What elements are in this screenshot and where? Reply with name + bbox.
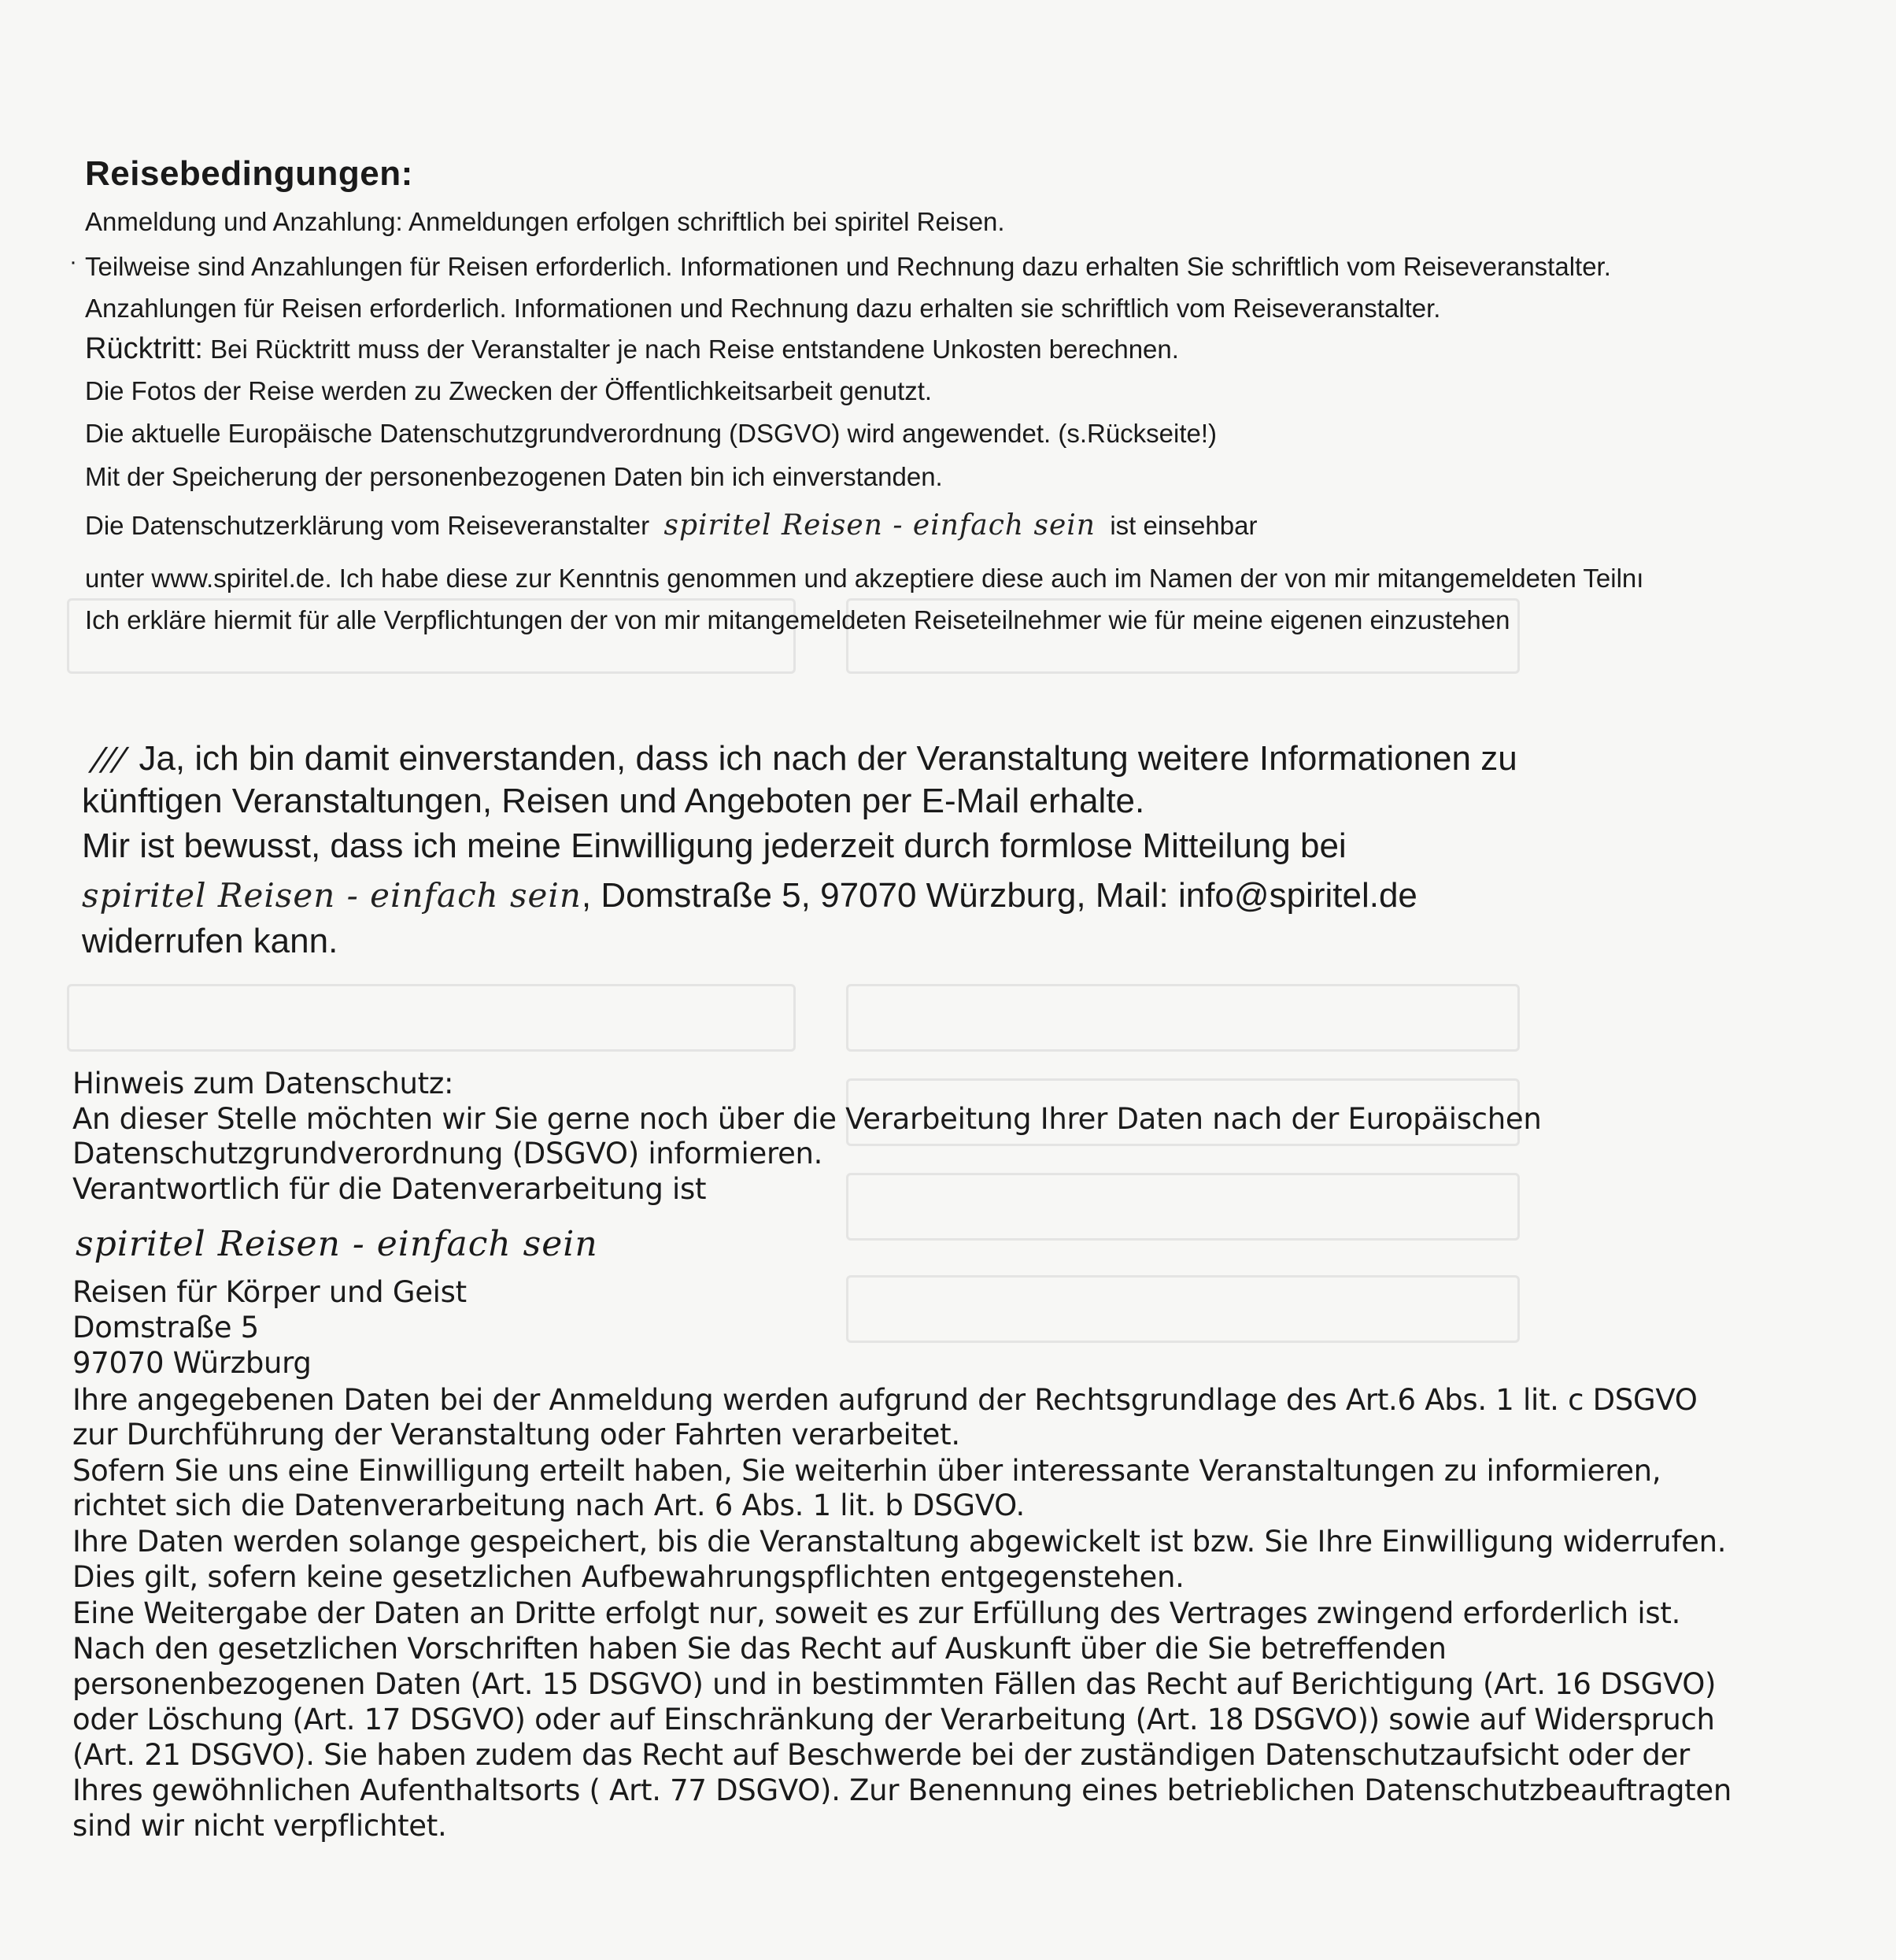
conditions-line-ruecktritt [85,333,1179,365]
consent-line-5: widerrufen kann. [82,922,338,960]
privacy-body-line: Dies gilt, sofern keine gesetzlichen Aufbewahrungspflichten entgegenstehen. [72,1560,1185,1594]
privacy-body-line: Nach den gesetzlichen Vorschriften haben Sie das Recht auf Auskunft über die Sie betreffenden [72,1632,1447,1666]
consent-brand-script: spiritel Reisen - einfach sein [82,876,582,915]
privacy-body-line: Sofern Sie uns eine Einwilligung erteilt haben, Sie weiterhin über interessante Veranstaltungen zu informieren, [72,1454,1661,1488]
ruecktritt-label: Rücktritt: [85,332,203,365]
privacy-body-line: zur Durchführung der Veranstaltung oder Fahrten verarbeitet. [72,1418,960,1452]
bleed-through-box [846,984,1520,1052]
privacy-body-line: Eine Weitergabe der Daten an Dritte erfolgt nur, soweit es zur Erfüllung des Vertrages zwingend erforderlich ist. [72,1596,1681,1630]
consent-line-4 [82,875,1417,916]
conditions-line: Die aktuelle Europäische Datenschutzgrundverordnung (DSGVO) wird angewendet. (s.Rückseite!) [85,419,1218,448]
privacy-body-line: Ihre angegebenen Daten bei der Anmeldung werden aufgrund der Rechtsgrundlage des Art.6 Abs. 1 lit. c DSGVO [72,1383,1698,1417]
privacy-brand-script: spiritel Reisen - einfach sein [76,1224,598,1264]
conditions-line: Mit der Speicherung der personenbezogenen Daten bin ich einverstanden. [85,462,943,491]
bleed-through-box [846,1275,1520,1343]
bleed-through-box [846,1173,1520,1241]
conditions-line: Ich erkläre hiermit für alle Verpflichtungen der von mir mitangemeldeten Reiseteilnehmer wie für meine eigenen einzustehen [85,605,1510,634]
privacy-intro-line: An dieser Stelle möchten wir Sie gerne noch über die Verarbeitung Ihrer Daten nach der Europäischen [72,1102,1542,1136]
privacy-address-line: Domstraße 5 [72,1311,259,1344]
privacy-intro-line: Verantwortlich für die Datenverarbeitung ist [72,1172,707,1206]
privacy-address-line: 97070 Würzburg [72,1346,312,1380]
privacy-intro-line: Datenschutzgrundverordnung (DSGVO) informieren. [72,1137,823,1170]
privacy-heading: Hinweis zum Datenschutz: [72,1067,454,1100]
bullet-dot-icon: · [69,249,77,275]
privacy-body-line: oder Löschung (Art. 17 DSGVO) oder auf Einschränkung der Verarbeitung (Art. 18 DSGVO)) sowie auf Widerspruch [72,1703,1715,1736]
conditions-line: Anmeldung und Anzahlung: Anmeldungen erfolgen schriftlich bei spiritel Reisen. [85,207,1005,236]
conditions-line: unter www.spiritel.de. Ich habe diese zur Kenntnis genommen und akzeptiere diese auch im Namen der von mir mitangemeldeten Teilnı [85,564,1644,593]
privacy-body-line: (Art. 21 DSGVO). Sie haben zudem das Recht auf Beschwerde bei der zuständigen Datenschutzaufsicht oder der [72,1738,1690,1772]
brand-script: spiritel Reisen - einfach sein [663,509,1096,542]
privacy-statement-text: Die Datenschutzerklärung vom Reiseveranstalter [85,511,650,540]
conditions-line-privacy-link [85,510,1257,542]
consent-line-2: künftigen Veranstaltungen, Reisen und Angeboten per E-Mail erhalte. [82,782,1145,820]
privacy-body-line: richtet sich die Datenverarbeitung nach Art. 6 Abs. 1 lit. b DSGVO. [72,1488,1025,1522]
privacy-address-line: Reisen für Körper und Geist [72,1275,467,1309]
checkmark-icon: /// [86,741,131,778]
privacy-body-line: Ihre Daten werden solange gespeichert, bis die Veranstaltung abgewickelt ist bzw. Sie Ihre Einwilligung widerrufen. [72,1525,1727,1559]
privacy-statement-tail: ist einsehbar [1110,511,1258,540]
conditions-line: Anzahlungen für Reisen erforderlich. Informationen und Rechnung dazu erhalten sie schriftlich vom Reiseveranstalter. [85,294,1441,323]
conditions-line: Die Fotos der Reise werden zu Zwecken der Öffentlichkeitsarbeit genutzt. [85,376,933,405]
consent-line-3: Mir ist bewusst, dass ich meine Einwilligung jederzeit durch formlose Mitteilung bei [82,827,1347,865]
privacy-body-line: personenbezogenen Daten (Art. 15 DSGVO) und in bestimmten Fällen das Recht auf Berichtigung (Art. 16 DSGVO) [72,1667,1717,1701]
privacy-body-line: sind wir nicht verpflichtet. [72,1809,447,1843]
ruecktritt-text: Bei Rücktritt muss der Veranstalter je nach Reise entstandene Unkosten berechnen. [210,335,1179,364]
privacy-body-line: Ihres gewöhnlichen Aufenthaltsorts ( Art. 77 DSGVO). Zur Benennung eines betrieblichen Datenschutzbeauftragten [72,1773,1732,1807]
conditions-line: Teilweise sind Anzahlungen für Reisen erforderlich. Informationen und Rechnung dazu erhalten Sie schriftlich vom Reiseveranstalter. [85,252,1611,281]
consent-line-1 [86,738,1517,780]
consent-text-1: Ja, ich bin damit einverstanden, dass ich nach der Veranstaltung weitere Informationen zu [139,739,1517,778]
bleed-through-box [67,984,796,1052]
consent-address: , Domstraße 5, 97070 Würzburg, Mail: info@spiritel.de [581,876,1417,915]
conditions-title: Reisebedingungen: [85,154,413,193]
